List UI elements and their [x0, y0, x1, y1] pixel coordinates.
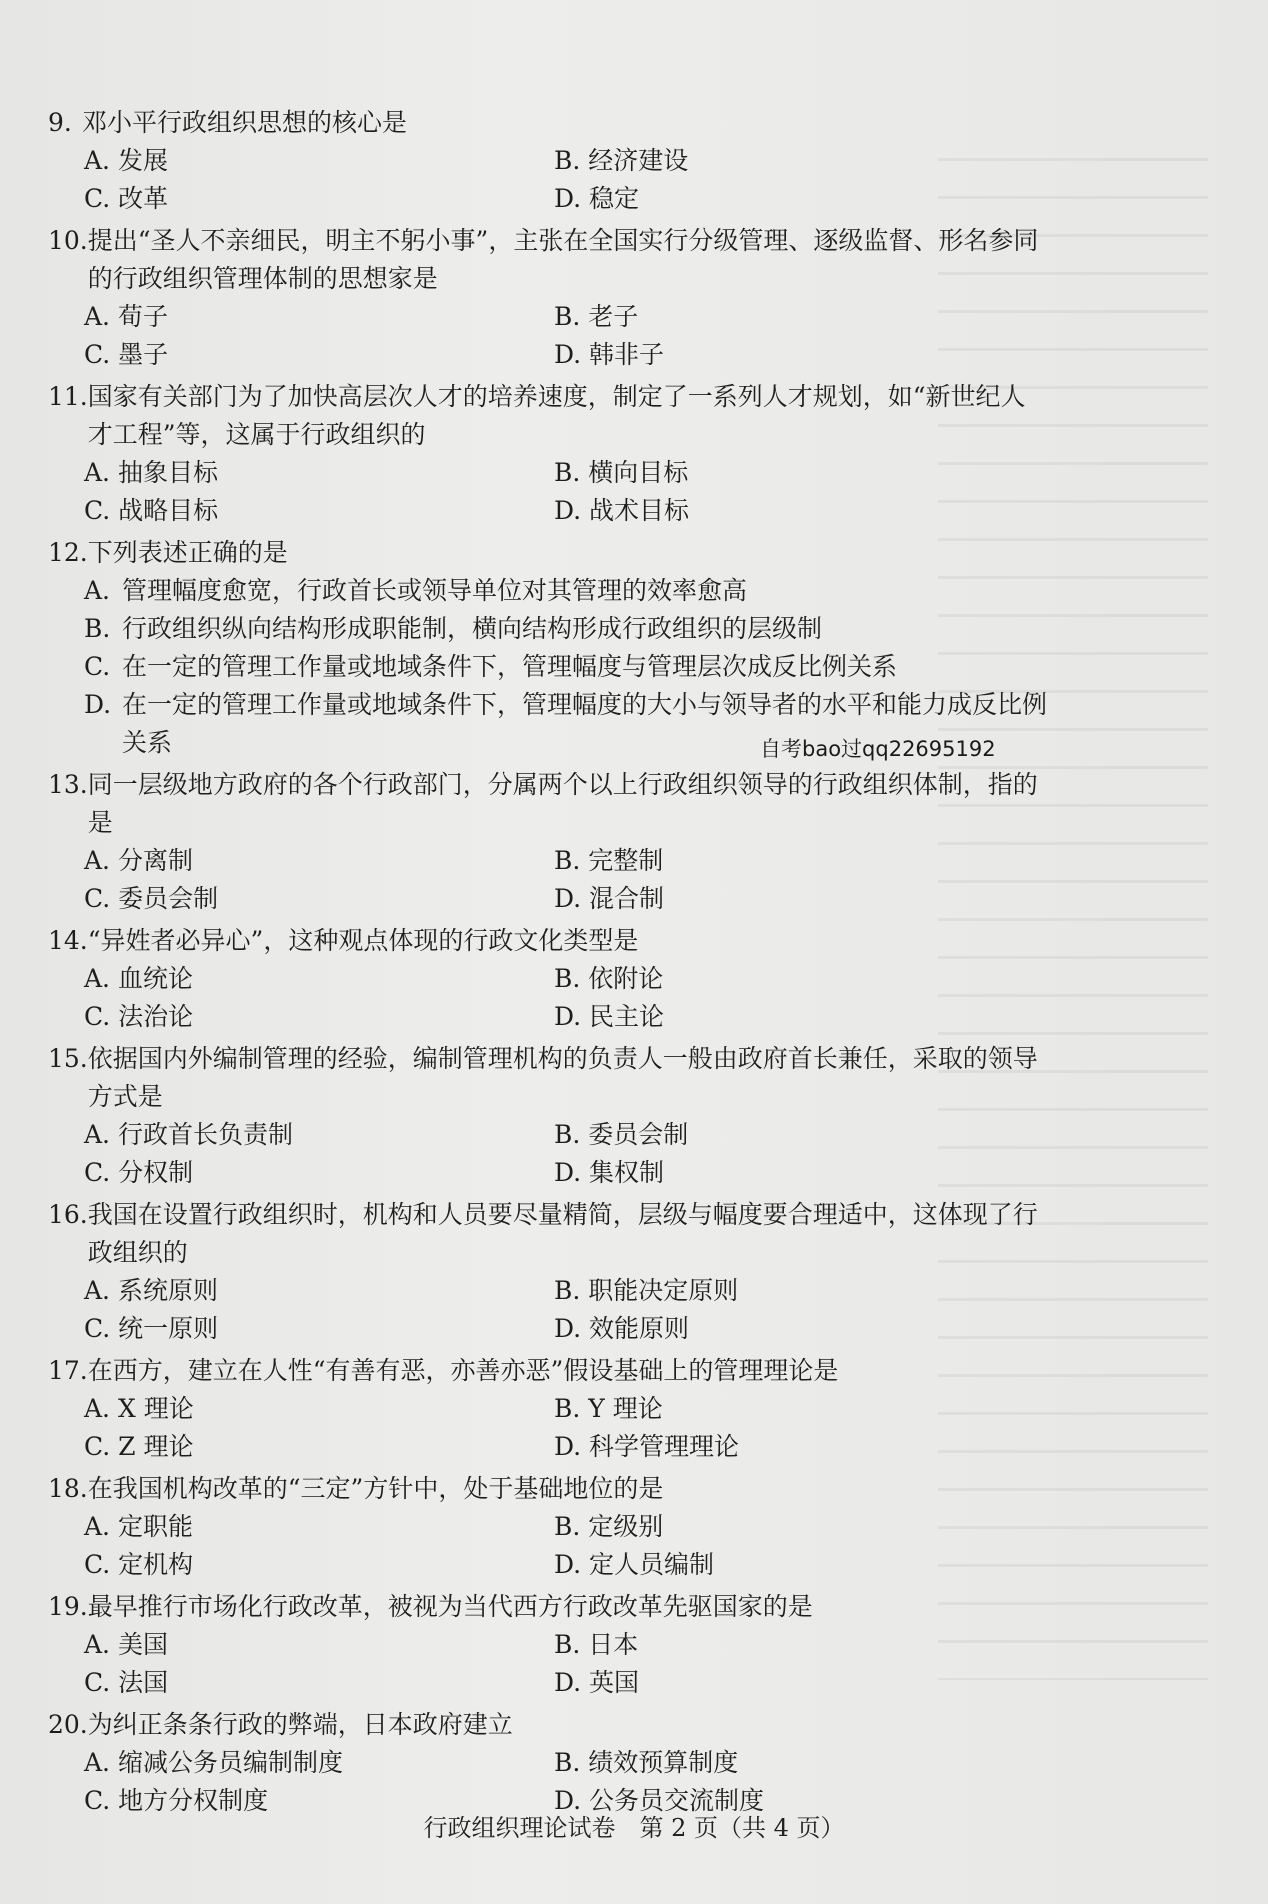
question-stem — [48, 1706, 1048, 1744]
option-label: A. — [84, 576, 111, 605]
question-text: 为纠正条条行政的弊端，日本政府建立 — [87, 1710, 513, 1739]
question-18 — [48, 1470, 1048, 1584]
answer-option: C. 墨子 — [84, 340, 169, 369]
option-text: 行政组织纵向结构形成职能制，横向结构形成行政组织的层级制 — [122, 614, 823, 643]
answer-option: A. 定职能 — [84, 1512, 193, 1541]
answer-option: C. 战略目标 — [84, 496, 219, 525]
answer-option: B. 完整制 — [554, 846, 664, 875]
page-footer: 行政组织理论试卷 第 2 页（共 4 页） — [423, 1814, 845, 1842]
answer-option: C. Z 理论 — [84, 1432, 194, 1461]
question-stem — [48, 1588, 1048, 1626]
question-stem — [48, 1470, 1048, 1508]
answer-option: C. 定机构 — [84, 1550, 194, 1579]
question-text: 在我国机构改革的“三定”方针中，处于基础地位的是 — [87, 1474, 664, 1503]
question-number: 20. — [48, 1710, 88, 1739]
question-number: 16. — [48, 1200, 88, 1229]
option-list — [48, 842, 1048, 918]
answer-option: D. 战术目标 — [554, 496, 690, 525]
question-12 — [48, 534, 1048, 762]
answer-option: A. 抽象目标 — [84, 458, 218, 487]
answer-option: D. 民主论 — [554, 1002, 665, 1031]
question-9 — [48, 104, 1048, 218]
answer-option: A. 缩减公务员编制制度 — [84, 1748, 343, 1777]
watermark-text: 自考bao过qq22695192 — [760, 737, 996, 761]
answer-option: C. 法国 — [84, 1668, 169, 1697]
answer-option: D. 定人员编制 — [554, 1550, 715, 1579]
answer-option: A. 系统原则 — [84, 1276, 218, 1305]
option-list — [48, 1508, 1048, 1584]
question-number: 12. — [48, 538, 88, 567]
question-text: 在西方，建立在人性“有善有恶，亦善亦恶”假设基础上的管理理论是 — [87, 1356, 839, 1385]
answer-option: B. 横向目标 — [554, 458, 689, 487]
question-number: 13. — [48, 770, 88, 799]
question-stem — [48, 378, 1048, 454]
question-text: 提出“圣人不亲细民，明主不躬小事”，主张在全国实行分级管理、逐级监督、形名参同的行政组织管理体制的思想家是 — [87, 226, 1039, 293]
answer-option: B. 依附论 — [554, 964, 664, 993]
question-stem — [48, 222, 1048, 298]
answer-option: C. 统一原则 — [84, 1314, 219, 1343]
question-stem — [48, 1196, 1048, 1272]
answer-option: A. 行政首长负责制 — [84, 1120, 293, 1149]
question-text: 我国在设置行政组织时，机构和人员要尽量精简，层级与幅度要合理适中，这体现了行政组织的 — [87, 1200, 1038, 1267]
question-17 — [48, 1352, 1048, 1466]
answer-option: A. 荀子 — [84, 302, 168, 331]
answer-option: C. 改革 — [84, 184, 169, 213]
option-list — [48, 1626, 1048, 1702]
answer-option: D. 效能原则 — [554, 1314, 690, 1343]
question-16 — [48, 1196, 1048, 1348]
answer-option: C. 分权制 — [84, 1158, 194, 1187]
question-14 — [48, 922, 1048, 1036]
question-stem — [48, 104, 1048, 142]
option-label: D. — [84, 690, 112, 719]
question-text: “异姓者必异心”，这种观点体现的行政文化类型是 — [87, 926, 639, 955]
answer-option: B. 老子 — [554, 302, 639, 331]
answer-option: C. 地方分权制度 — [84, 1786, 269, 1815]
option-list — [48, 1390, 1048, 1466]
answer-option: D. 稳定 — [554, 184, 640, 213]
option-list — [48, 1272, 1048, 1348]
answer-option: C. 委员会制 — [84, 884, 219, 913]
question-text: 最早推行市场化行政改革，被视为当代西方行政改革先驱国家的是 — [87, 1592, 813, 1621]
option-label: C. — [84, 652, 111, 681]
answer-option: C. 法治论 — [84, 1002, 194, 1031]
question-stem — [48, 1040, 1048, 1116]
question-10 — [48, 222, 1048, 374]
answer-option: D. 韩非子 — [554, 340, 665, 369]
question-text: 国家有关部门为了加快高层次人才的培养速度，制定了一系列人才规划，如“新世纪人才工程”等，这属于行政组织的 — [87, 382, 1026, 449]
option-list — [48, 298, 1048, 374]
option-list — [48, 960, 1048, 1036]
question-stem — [48, 1352, 1048, 1390]
question-20 — [48, 1706, 1048, 1820]
answer-option: A. 发展 — [84, 146, 168, 175]
question-number: 15. — [48, 1044, 88, 1073]
answer-option: A. 血统论 — [84, 964, 193, 993]
answer-option: B. 职能决定原则 — [554, 1276, 739, 1305]
answer-option: B. 日本 — [554, 1630, 639, 1659]
answer-option: B. Y 理论 — [554, 1394, 663, 1423]
question-stem — [48, 766, 1048, 842]
answer-option — [84, 610, 1048, 648]
answer-option: D. 英国 — [554, 1668, 640, 1697]
answer-option: D. 公务员交流制度 — [554, 1786, 765, 1815]
question-text: 邓小平行政组织思想的核心是 — [82, 108, 408, 137]
question-number: 10. — [48, 226, 88, 255]
answer-option: B. 委员会制 — [554, 1120, 689, 1149]
answer-option: D. 集权制 — [554, 1158, 665, 1187]
answer-option: A. 分离制 — [84, 846, 193, 875]
question-number: 9. — [48, 108, 72, 137]
question-number: 18. — [48, 1474, 88, 1503]
option-list — [48, 142, 1048, 218]
question-19 — [48, 1588, 1048, 1702]
question-13 — [48, 766, 1048, 918]
question-15 — [48, 1040, 1048, 1192]
answer-option — [84, 572, 1048, 610]
question-stem — [48, 534, 1048, 572]
answer-option: B. 经济建设 — [554, 146, 689, 175]
question-number: 17. — [48, 1356, 88, 1385]
option-label: B. — [84, 614, 111, 643]
question-text: 下列表述正确的是 — [87, 538, 288, 567]
option-text: 管理幅度愈宽，行政首长或领导单位对其管理的效率愈高 — [122, 576, 748, 605]
option-text: 在一定的管理工作量或地域条件下，管理幅度的大小与领导者的水平和能力成反比例关系 — [122, 690, 1048, 757]
option-text: 在一定的管理工作量或地域条件下，管理幅度与管理层次成反比例关系 — [122, 652, 898, 681]
option-list — [48, 454, 1048, 530]
question-number: 14. — [48, 926, 88, 955]
answer-option — [84, 648, 1048, 686]
answer-option: D. 混合制 — [554, 884, 665, 913]
option-list — [48, 1116, 1048, 1192]
answer-option: D. 科学管理理论 — [554, 1432, 740, 1461]
answer-option: A. X 理论 — [84, 1394, 194, 1423]
question-text: 同一层级地方政府的各个行政部门，分属两个以上行政组织领导的行政组织体制，指的是 — [87, 770, 1038, 837]
question-number: 11. — [48, 382, 88, 411]
question-11 — [48, 378, 1048, 530]
question-text: 依据国内外编制管理的经验，编制管理机构的负责人一般由政府首长兼任，采取的领导方式是 — [87, 1044, 1038, 1111]
answer-option: B. 绩效预算制度 — [554, 1748, 739, 1777]
question-number: 19. — [48, 1592, 88, 1621]
question-list — [48, 104, 1048, 1824]
answer-option: A. 美国 — [84, 1630, 168, 1659]
answer-option: B. 定级别 — [554, 1512, 664, 1541]
question-stem — [48, 922, 1048, 960]
